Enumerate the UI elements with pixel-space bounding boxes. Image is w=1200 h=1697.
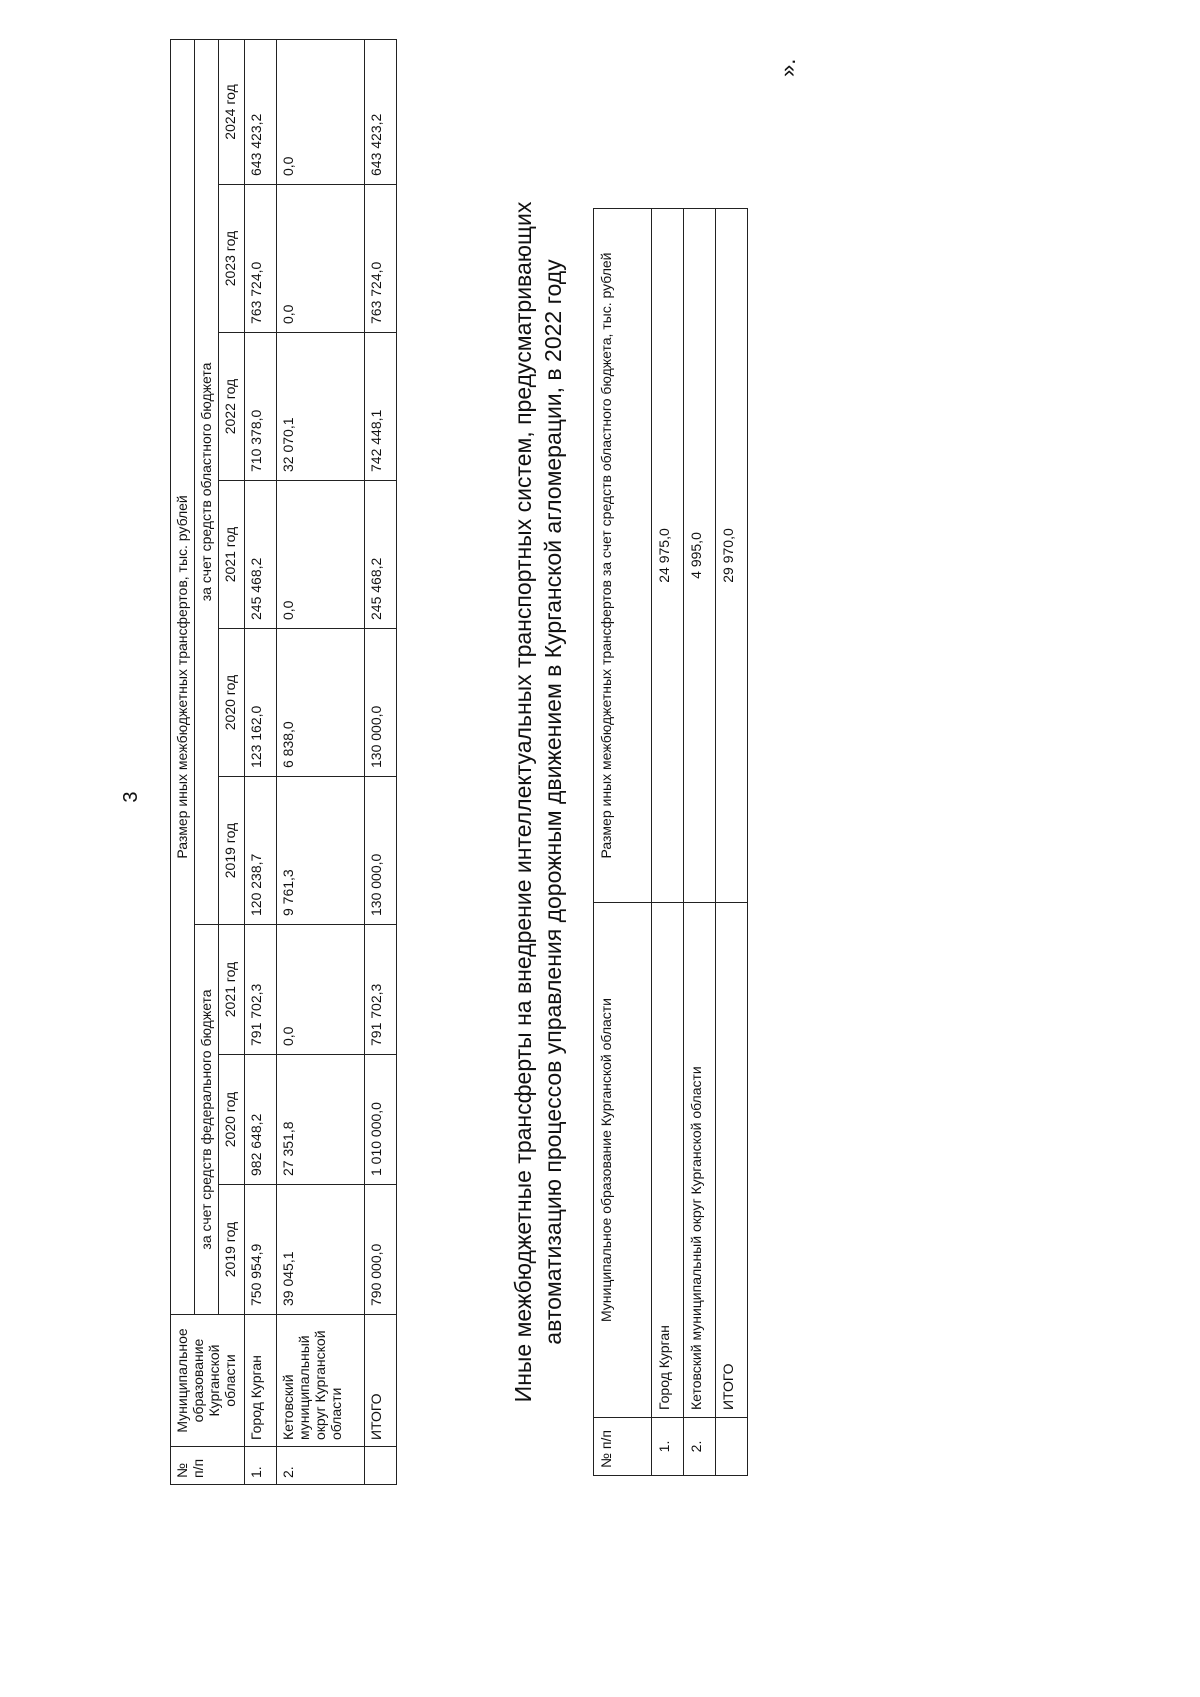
header-federal: за счет средств федерального бюджета — [195, 925, 219, 1315]
year-header: 2019 год — [219, 777, 245, 925]
year-header: 2021 год — [219, 481, 245, 629]
table-row — [652, 209, 684, 1476]
row-name: Кетовский муниципальный округ Курганской области — [684, 903, 716, 1418]
cell-value: 791 702,3 — [365, 925, 397, 1055]
row-name: Город Курган — [245, 1315, 277, 1447]
year-header: 2020 год — [219, 629, 245, 777]
cell-value: 27 351,8 — [277, 1055, 365, 1185]
transfers-table-2022 — [593, 208, 748, 1476]
page-number: 3 — [120, 791, 142, 803]
table-row — [365, 39, 397, 1484]
cell-value: 643 423,2 — [245, 39, 277, 184]
year-header: 2019 год — [219, 1185, 245, 1315]
cell-value: 763 724,0 — [245, 185, 277, 333]
cell-value: 245 468,2 — [365, 481, 397, 629]
row-num — [716, 1418, 748, 1476]
cell-value: 791 702,3 — [245, 925, 277, 1055]
table-row — [245, 39, 277, 1484]
cell-value: 0,0 — [277, 481, 365, 629]
cell-value: 0,0 — [277, 925, 365, 1055]
cell-value: 4 995,0 — [684, 209, 716, 903]
cell-value: 1 010 000,0 — [365, 1055, 397, 1185]
cell-value: 6 838,0 — [277, 629, 365, 777]
cell-value: 643 423,2 — [365, 39, 397, 184]
table-row — [684, 209, 716, 1476]
row-name: Город Курган — [652, 903, 684, 1418]
cell-value: 0,0 — [277, 185, 365, 333]
header-municipality: Муниципальное образование Курганской области — [171, 1315, 245, 1447]
cell-value: 24 975,0 — [652, 209, 684, 903]
row-num: 2. — [684, 1418, 716, 1476]
section-title: Иные межбюджетные трансферты на внедрение интеллектуальных транспортных систем, предусматривающих автоматизацию процессов управления дорожным движением в Курганской агломерации, в 2022 году — [510, 201, 566, 1403]
cell-value: 245 468,2 — [245, 481, 277, 629]
cell-value: 123 162,0 — [245, 629, 277, 777]
cell-value: 982 648,2 — [245, 1055, 277, 1185]
header-amount: Размер иных межбюджетных трансфертов за счет средств областного бюджета, тыс. рублей — [594, 209, 652, 903]
cell-value: 9 761,3 — [277, 777, 365, 925]
cell-value: 29 970,0 — [716, 209, 748, 903]
closing-quote: ». — [775, 58, 800, 77]
header-num: № п/п — [171, 1447, 245, 1485]
year-header: 2023 год — [219, 185, 245, 333]
header-num: № п/п — [594, 1418, 652, 1476]
table-row — [277, 39, 365, 1484]
cell-value: 763 724,0 — [365, 185, 397, 333]
row-name: ИТОГО — [716, 903, 748, 1418]
transfers-table-2019-2024 — [170, 39, 397, 1485]
cell-value: 130 000,0 — [365, 629, 397, 777]
row-num: 1. — [245, 1447, 277, 1485]
cell-value: 0,0 — [277, 39, 365, 184]
year-header: 2022 год — [219, 333, 245, 481]
year-header: 2024 год — [219, 39, 245, 184]
cell-value: 790 000,0 — [365, 1185, 397, 1315]
cell-value: 120 238,7 — [245, 777, 277, 925]
row-name: ИТОГО — [365, 1315, 397, 1447]
cell-value: 39 045,1 — [277, 1185, 365, 1315]
header-amount: Размер иных межбюджетных трансфертов, тыс. рублей — [171, 39, 195, 1314]
cell-value: 32 070,1 — [277, 333, 365, 481]
row-num — [365, 1447, 397, 1485]
header-regional: за счет средств областного бюджета — [195, 39, 219, 924]
year-header: 2021 год — [219, 925, 245, 1055]
row-name: Кетовский муниципальный округ Курганской области — [277, 1315, 365, 1447]
row-num: 2. — [277, 1447, 365, 1485]
header-municipality: Муниципальное образование Курганской области — [594, 903, 652, 1418]
year-header: 2020 год — [219, 1055, 245, 1185]
cell-value: 710 378,0 — [245, 333, 277, 481]
cell-value: 742 448,1 — [365, 333, 397, 481]
cell-value: 130 000,0 — [365, 777, 397, 925]
cell-value: 750 954,9 — [245, 1185, 277, 1315]
row-num: 1. — [652, 1418, 684, 1476]
table-row — [716, 209, 748, 1476]
